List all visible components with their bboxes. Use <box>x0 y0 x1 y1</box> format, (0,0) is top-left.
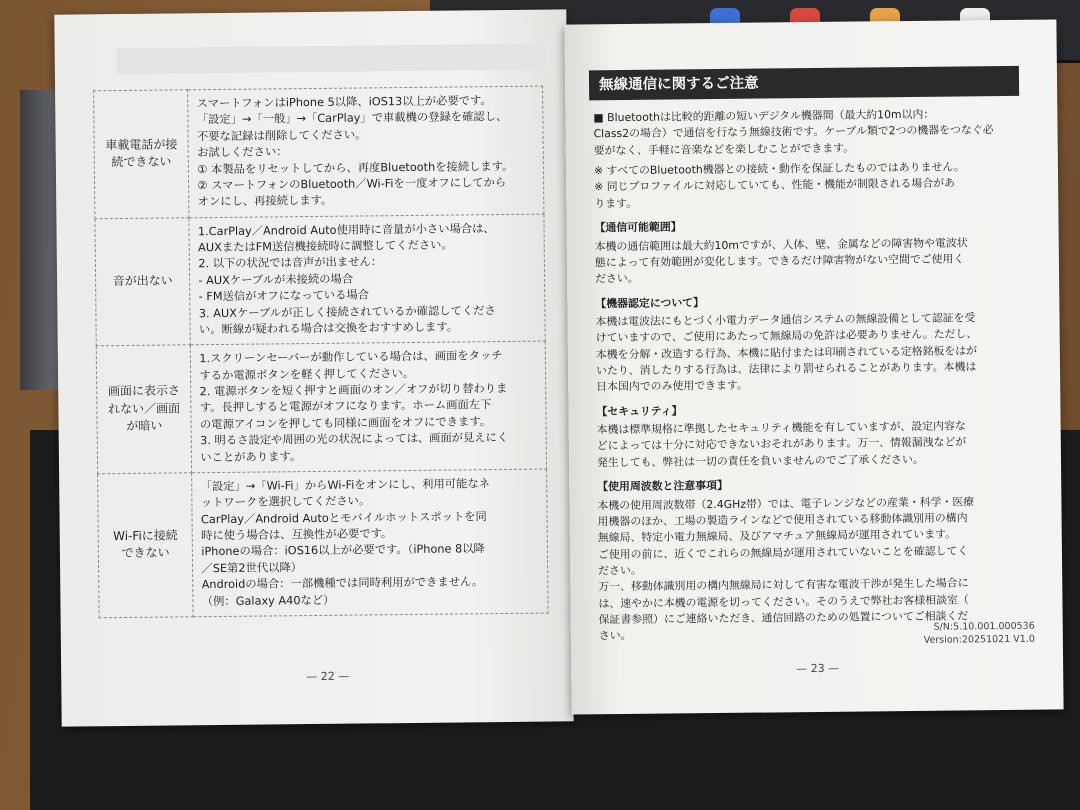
symptom-cell <box>96 345 192 474</box>
solution-text: の電源アイコンを押しても同様に画面をオフにできます。 <box>199 414 492 431</box>
section-line: 保証書参照）にご連絡いただき、通信回路のための処置についてご相談くだ <box>598 609 969 627</box>
header-band <box>117 44 547 75</box>
solution-text: ットワークを選択してください。 <box>200 494 371 510</box>
solution-text: スマートフォンはiPhone 5以降、iOS13以上が必要です。 <box>196 94 492 111</box>
page-number: — 22 — <box>306 669 350 684</box>
section-line: 発生しても、弊社は一切の責任を負いませんのでご了承ください。 <box>596 452 924 470</box>
solution-text: - FM送信がオフになっている場合 <box>198 288 370 304</box>
section-line: 日本国内でのみ使用できます。 <box>596 379 748 394</box>
symptom-cell <box>98 473 194 618</box>
page-number: — 23 — <box>796 661 840 676</box>
solution-text: 時に使う場合は、互換性が必要です。 <box>201 527 393 543</box>
symptom-text: 音が出ない <box>112 273 173 289</box>
solution-text: 3. AUXケーブルが正しく接続されているか確認してくださ <box>198 303 496 320</box>
symptom-text: 画面に表示さ <box>107 383 181 399</box>
section-line: ご使用の前に、近くでこれらの無線局が運用されていないことを確認してく <box>597 544 969 561</box>
section-line: ださい。 <box>594 272 639 286</box>
section-title: 無線通信に関するご注意 <box>589 66 1019 101</box>
solution-text: 2. 電源ボタンを短く押すと画面のオン／オフが切り替わりま <box>199 381 508 399</box>
notice-sections <box>594 216 1018 645</box>
section-line: 態によって有効範囲が変化します。できるだけ障害物がない空間でご使用く <box>594 252 965 270</box>
section-line: どによっては十分に対応できないおそれがあります。万一、情報漏洩などが <box>596 435 967 453</box>
section-line: 用機器のほか、工場の製造ラインなどで使用されている移動体識別用の構内 <box>597 511 968 529</box>
solution-text: 3. 明るさ設定や周囲の光の状況によっては、画面が見えにく <box>200 431 509 448</box>
solution-text: お試しください： <box>197 145 288 160</box>
solution-cell <box>191 341 547 472</box>
solution-text: するか電源ボタンを軽く押してください。 <box>199 366 415 382</box>
section-line: ださい。 <box>598 563 642 578</box>
manual-page-23 <box>564 19 1063 714</box>
bluetooth-intro <box>593 106 1013 159</box>
section-line: 本機は標準規格に準拠したセキュリティ機能を有していますが、設定内容な <box>596 419 966 437</box>
solution-text: 「設定」→「Wi-Fi」からWi-Fiをオンにし、利用可能なネ <box>200 477 490 494</box>
section-body <box>595 310 1016 396</box>
solution-text: いことがあります。 <box>200 449 302 464</box>
solution-text: 1.CarPlay／Android Auto使用時に音量が小さい場合は、 <box>197 221 495 238</box>
section-heading: 【通信可能範囲】 <box>594 220 682 235</box>
troubleshooting-rows <box>94 86 548 618</box>
symptom-text: 続できない <box>111 154 172 170</box>
solution-text: iPhoneの場合：iOS16以上が必要です。（iPhone 8以降 <box>201 542 485 559</box>
table-row <box>96 341 546 473</box>
wireless-notes-body <box>593 106 1019 649</box>
section-line: いたり、消したりする行為は、法律により罰せられることがあります。本機は <box>595 360 977 378</box>
solution-text: Androidの場合：一部機種では同時利用ができません。 <box>201 575 484 592</box>
section-line: 本機を分解・改造する行為、本機に貼付または印刷されている定格銘板をはが <box>595 343 978 361</box>
manual-page-22 <box>54 9 573 726</box>
section-heading: 【機器認定について】 <box>595 295 705 310</box>
solution-cell <box>192 469 548 617</box>
solution-text: CarPlay／Android Autoとモバイルホットスポットを同 <box>200 509 487 526</box>
solution-text: 不要な記録は削除してください。 <box>196 128 367 143</box>
solution-text: ② スマートフォンのBluetooth／Wi-Fiを一度オフにしてから <box>197 175 507 193</box>
version-number: Version:20251021 V1.0 <box>923 633 1035 647</box>
section-heading: 【使用周波数と注意事項】 <box>597 479 729 494</box>
symptom-text: できない <box>121 545 170 561</box>
section-body <box>595 234 1015 287</box>
solution-text: オンにし、再接続します。 <box>197 194 333 209</box>
symptom-text: 車載電話が接 <box>105 137 178 153</box>
solution-text: い。断線が疑われる場合は交換をおすすめします。 <box>198 320 459 337</box>
solution-text: ① 本製品をリセットしてから、再度Bluetoothを接続します。 <box>197 159 514 176</box>
symptom-cell <box>94 90 190 219</box>
solution-text: 「設定」→「一般」→「CarPlay」で車載機の登録を確認し、 <box>196 110 508 127</box>
table-row <box>95 214 545 346</box>
intro-line: 要がなく、手軽に音楽などを楽しむことができます。 <box>593 141 855 158</box>
section-line: さい。 <box>598 629 632 643</box>
troubleshooting-table <box>93 86 549 619</box>
symptom-cell <box>95 217 191 346</box>
solution-text: 1.スクリーンセーバーが動作している場合は、画面をタッチ <box>199 349 503 366</box>
serial-info <box>924 620 1035 648</box>
symptom-text: Wi-Fiに接続 <box>113 528 178 544</box>
solution-text: ／SE第2世代以降） <box>201 560 303 575</box>
table-row <box>98 469 548 618</box>
symptom-text: が暗い <box>126 418 163 434</box>
caution-notes <box>594 159 1014 212</box>
section-line: は、速やかに本機の電源を切ってください。そのうえで弊社お客様相談室（ <box>598 593 969 610</box>
section-body <box>597 418 1017 471</box>
note-line: ※ 同じプロファイルに対応していても、性能・機能が制限される場合があ <box>594 176 956 194</box>
section-line: 本機は電波法にもとづく小電力データ通信システムの無線設備として認証を受 <box>595 311 976 329</box>
section-line: 万一、移動体識別用の構内無線局に対して有害な電波干渉が発生した場合に <box>598 576 969 594</box>
section-line: 本機の通信範囲は最大約10mですが、人体、壁、金属などの障害物や電波状 <box>594 235 968 253</box>
solution-cell <box>189 214 545 345</box>
solution-text: AUXまたはFM送信機接続時に調整してください。 <box>198 238 453 255</box>
intro-line: Class2の場合）で通信を行なう無線技術です。ケーブル類で2つの機器をつなぐ必 <box>593 123 994 141</box>
table-row <box>94 86 544 218</box>
intro-line: ■ Bluetoothは比較的距離の短いデジタル機器間（最大約10m以内： <box>593 107 935 125</box>
section-line: けていますので、ご使用にあたって無線局の免許は必要ありません。ただし、 <box>595 327 978 345</box>
section-heading: 【セキュリティ】 <box>596 404 683 419</box>
solution-text: （例：Galaxy A40など） <box>201 593 335 608</box>
serial-number: S/N:5.10.001.000536 <box>933 620 1035 633</box>
note-line: ※ すべてのBluetooth機器との接続・動作を保証したものではありません。 <box>593 160 965 178</box>
solution-cell <box>188 86 544 217</box>
section-line: 本機の使用周波数帯（2.4GHz帯）では、電子レンジなどの産業・科学・医療 <box>597 494 975 512</box>
symptom-text: れない／画面 <box>108 401 181 417</box>
solution-text: す。長押しすると電源がオフになります。ホーム画面左下 <box>199 398 492 415</box>
section-line: 無線局、特定小電力無線局、及びアマチュア無線局が運用されています。 <box>597 527 957 545</box>
note-line: ります。 <box>594 196 638 211</box>
solution-text: 2. 以下の状況では音声が出ません： <box>198 255 383 271</box>
solution-text: - AUXケーブルが未接続の場合 <box>198 272 354 287</box>
